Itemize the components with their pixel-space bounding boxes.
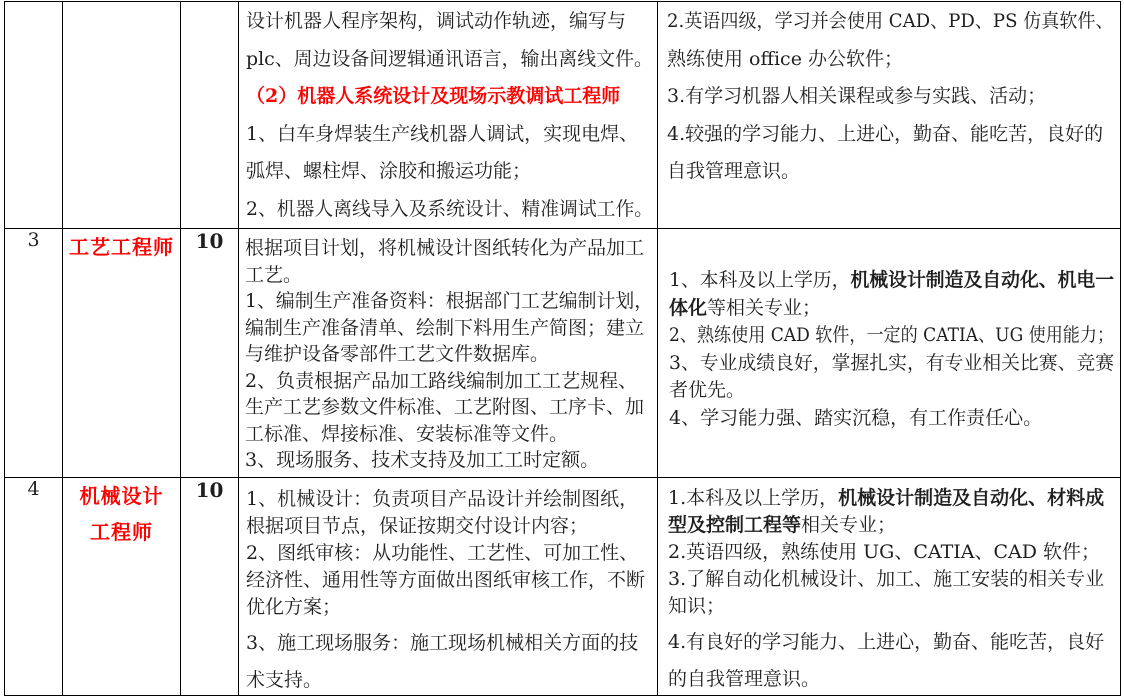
body-text: 3、现场服务、技术支持及加工工时定额。 [245, 449, 600, 471]
text-line [669, 405, 1114, 433]
body-text: 者优先。 [669, 379, 746, 401]
row-number-cell [5, 2, 63, 229]
duties-cell-content [239, 478, 657, 694]
text-line [245, 394, 653, 421]
text-line [669, 350, 1115, 378]
text-line [246, 667, 653, 694]
position-title: 工程师 [90, 520, 153, 544]
body-text: 2.英语四级，学习并会使用 CAD、PD、PS 仿真软件、 [667, 10, 1114, 32]
body-text: 3.有学习机器人相关课程或参与实践、活动； [667, 85, 1047, 107]
body-text: 2、负责根据产品加工路线编制加工工艺规程、 [245, 369, 638, 392]
text-line [245, 341, 653, 368]
text-line [668, 485, 1114, 512]
text-line [245, 368, 653, 395]
text-line [246, 191, 654, 229]
position-title: 工艺工程师 [69, 235, 174, 259]
requirements-cell-content [658, 229, 1120, 432]
body-text: 3、施工现场服务：施工现场机械相关方面的技 [246, 632, 639, 654]
duties-cell-content [239, 229, 657, 474]
text-line [669, 267, 1115, 295]
text-line [668, 512, 1114, 539]
body-text: 生产工艺参数文件标准、工艺附图、工序卡、加 [245, 396, 645, 418]
duties-cell [239, 2, 658, 229]
text-line [245, 235, 653, 262]
document-page [0, 1, 1124, 698]
row-number-cell: 3 [5, 229, 63, 478]
bold-emphasis-text: 体化 [669, 296, 708, 319]
table-row [5, 478, 1121, 696]
text-line [246, 486, 653, 513]
position-title-cell [63, 2, 181, 229]
body-text: 1、白车身焊装生产线机器人调试，实现电焊、 [246, 122, 639, 145]
text-line [246, 78, 653, 116]
body-text: 编制生产准备清单、绘制下料用生产简图；建立 [245, 316, 645, 339]
requirements-cell-content [658, 2, 1120, 191]
body-text: 与维护设备零部件工艺文件数据库。 [245, 343, 550, 365]
text-line [668, 566, 1114, 593]
body-text: 工艺。 [245, 263, 303, 286]
body-text: 根据项目计划，将机械设计图纸转化为产品加工 [245, 237, 645, 259]
body-text: 3.了解自动化机械设计、加工、施工安装的相关专业 [668, 568, 1105, 590]
text-line [246, 567, 653, 594]
text-line [668, 666, 1114, 693]
text-line [245, 421, 653, 448]
body-text: 根据项目节点，保证按期交付设计内容； [246, 515, 589, 537]
body-text: 经济性、通用性等方面做出图纸审核工作，不断 [246, 569, 646, 591]
text-line [667, 116, 1114, 154]
row-number-cell: 4 [5, 478, 63, 696]
body-text: 术支持。 [246, 669, 323, 691]
body-text: 2.英语四级，熟练使用 UG、CATIA、CAD 软件； [668, 541, 1101, 563]
text-line [667, 153, 1114, 191]
body-text: 3、专业成绩良好，掌握扎实，有专业相关比赛、竞赛 [669, 351, 1115, 374]
text-line [668, 593, 1114, 620]
body-text: 等相关专业； [707, 296, 822, 319]
body-text: 1、编制生产准备资料：根据部门工艺编制计划， [245, 290, 654, 312]
text-line [245, 447, 653, 474]
text-line [667, 78, 1114, 116]
text-line [668, 539, 1114, 566]
body-text: 熟练使用 office 办公软件； [667, 47, 903, 70]
body-text: plc、周边设备间逻辑通讯语言，输出离线文件。 [246, 47, 653, 70]
headcount-cell: 10 [181, 478, 239, 696]
body-text: 2、图纸审核：从功能性、工艺性、可加工性、 [246, 542, 639, 564]
body-text: 1.本科及以上学历， [668, 487, 839, 509]
text-line [669, 377, 1114, 405]
text-line [668, 629, 1114, 656]
highlighted-red-text: （2）机器人系统设计及现场示教调试工程师 [246, 85, 621, 107]
job-positions-table [4, 1, 1121, 696]
table-row [5, 2, 1121, 229]
requirements-cell [658, 229, 1121, 478]
requirements-cell [658, 2, 1121, 229]
table-row [5, 229, 1121, 478]
position-title-cell [63, 229, 181, 478]
body-text: 4.有良好的学习能力、上进心，勤奋、能吃苦，良好 [668, 631, 1105, 653]
text-line [669, 295, 1114, 323]
text-line [246, 513, 653, 540]
position-title: 机械设计 [79, 484, 164, 508]
body-text: 工标准、焊接标准、安装标准等文件。 [245, 422, 569, 445]
requirements-cell [658, 478, 1121, 696]
text-line [246, 3, 653, 41]
duties-cell [239, 229, 658, 478]
headcount-cell [181, 2, 239, 229]
requirements-cell-content [658, 478, 1120, 693]
body-text: 2、机器人离线导入及系统设计、精准调试工作。 [246, 197, 654, 220]
body-text: 2、熟练使用 CAD 软件，一定的 CATIA、UG 使用能力； [669, 324, 1115, 346]
text-line [667, 3, 1114, 41]
text-line [246, 540, 653, 567]
body-text: 的自我管理意识。 [668, 668, 821, 690]
duties-cell-content [239, 2, 657, 228]
text-line [245, 262, 653, 289]
text-line [246, 41, 651, 79]
body-text: 4、学习能力强、踏实沉稳，有工作责任心。 [669, 406, 1043, 429]
text-line [246, 153, 653, 191]
text-line [246, 630, 653, 657]
text-line [245, 315, 653, 342]
position-title-cell [63, 478, 181, 696]
body-text: 相关专业； [801, 514, 897, 536]
body-text: 1、机械设计：负责项目产品设计并绘制图纸， [246, 488, 639, 510]
body-text: 1、本科及以上学历， [669, 269, 851, 291]
body-text: 弧焊、螺柱焊、涂胶和搬运功能； [246, 160, 532, 182]
body-text: 自我管理意识。 [667, 160, 801, 182]
body-text: 优化方案； [246, 596, 342, 618]
bold-emphasis-text: 机械设计制造及自动化、材料成 [838, 487, 1105, 509]
bold-emphasis-text: 型及控制工程等 [668, 514, 802, 536]
text-line [246, 594, 653, 621]
headcount-cell: 10 [181, 229, 239, 478]
text-line [669, 322, 1115, 350]
duties-cell [239, 478, 658, 696]
body-text: 知识； [668, 595, 726, 617]
text-line [245, 288, 654, 315]
text-line [246, 116, 653, 154]
body-text: 设计机器人程序架构，调试动作轨迹，编写与 [246, 10, 627, 32]
body-text: 4.较强的学习能力、上进心，勤奋、能吃苦，良好的 [667, 122, 1104, 145]
bold-emphasis-text: 机械设计制造及自动化、机电一 [850, 269, 1115, 291]
text-line [667, 41, 1114, 79]
